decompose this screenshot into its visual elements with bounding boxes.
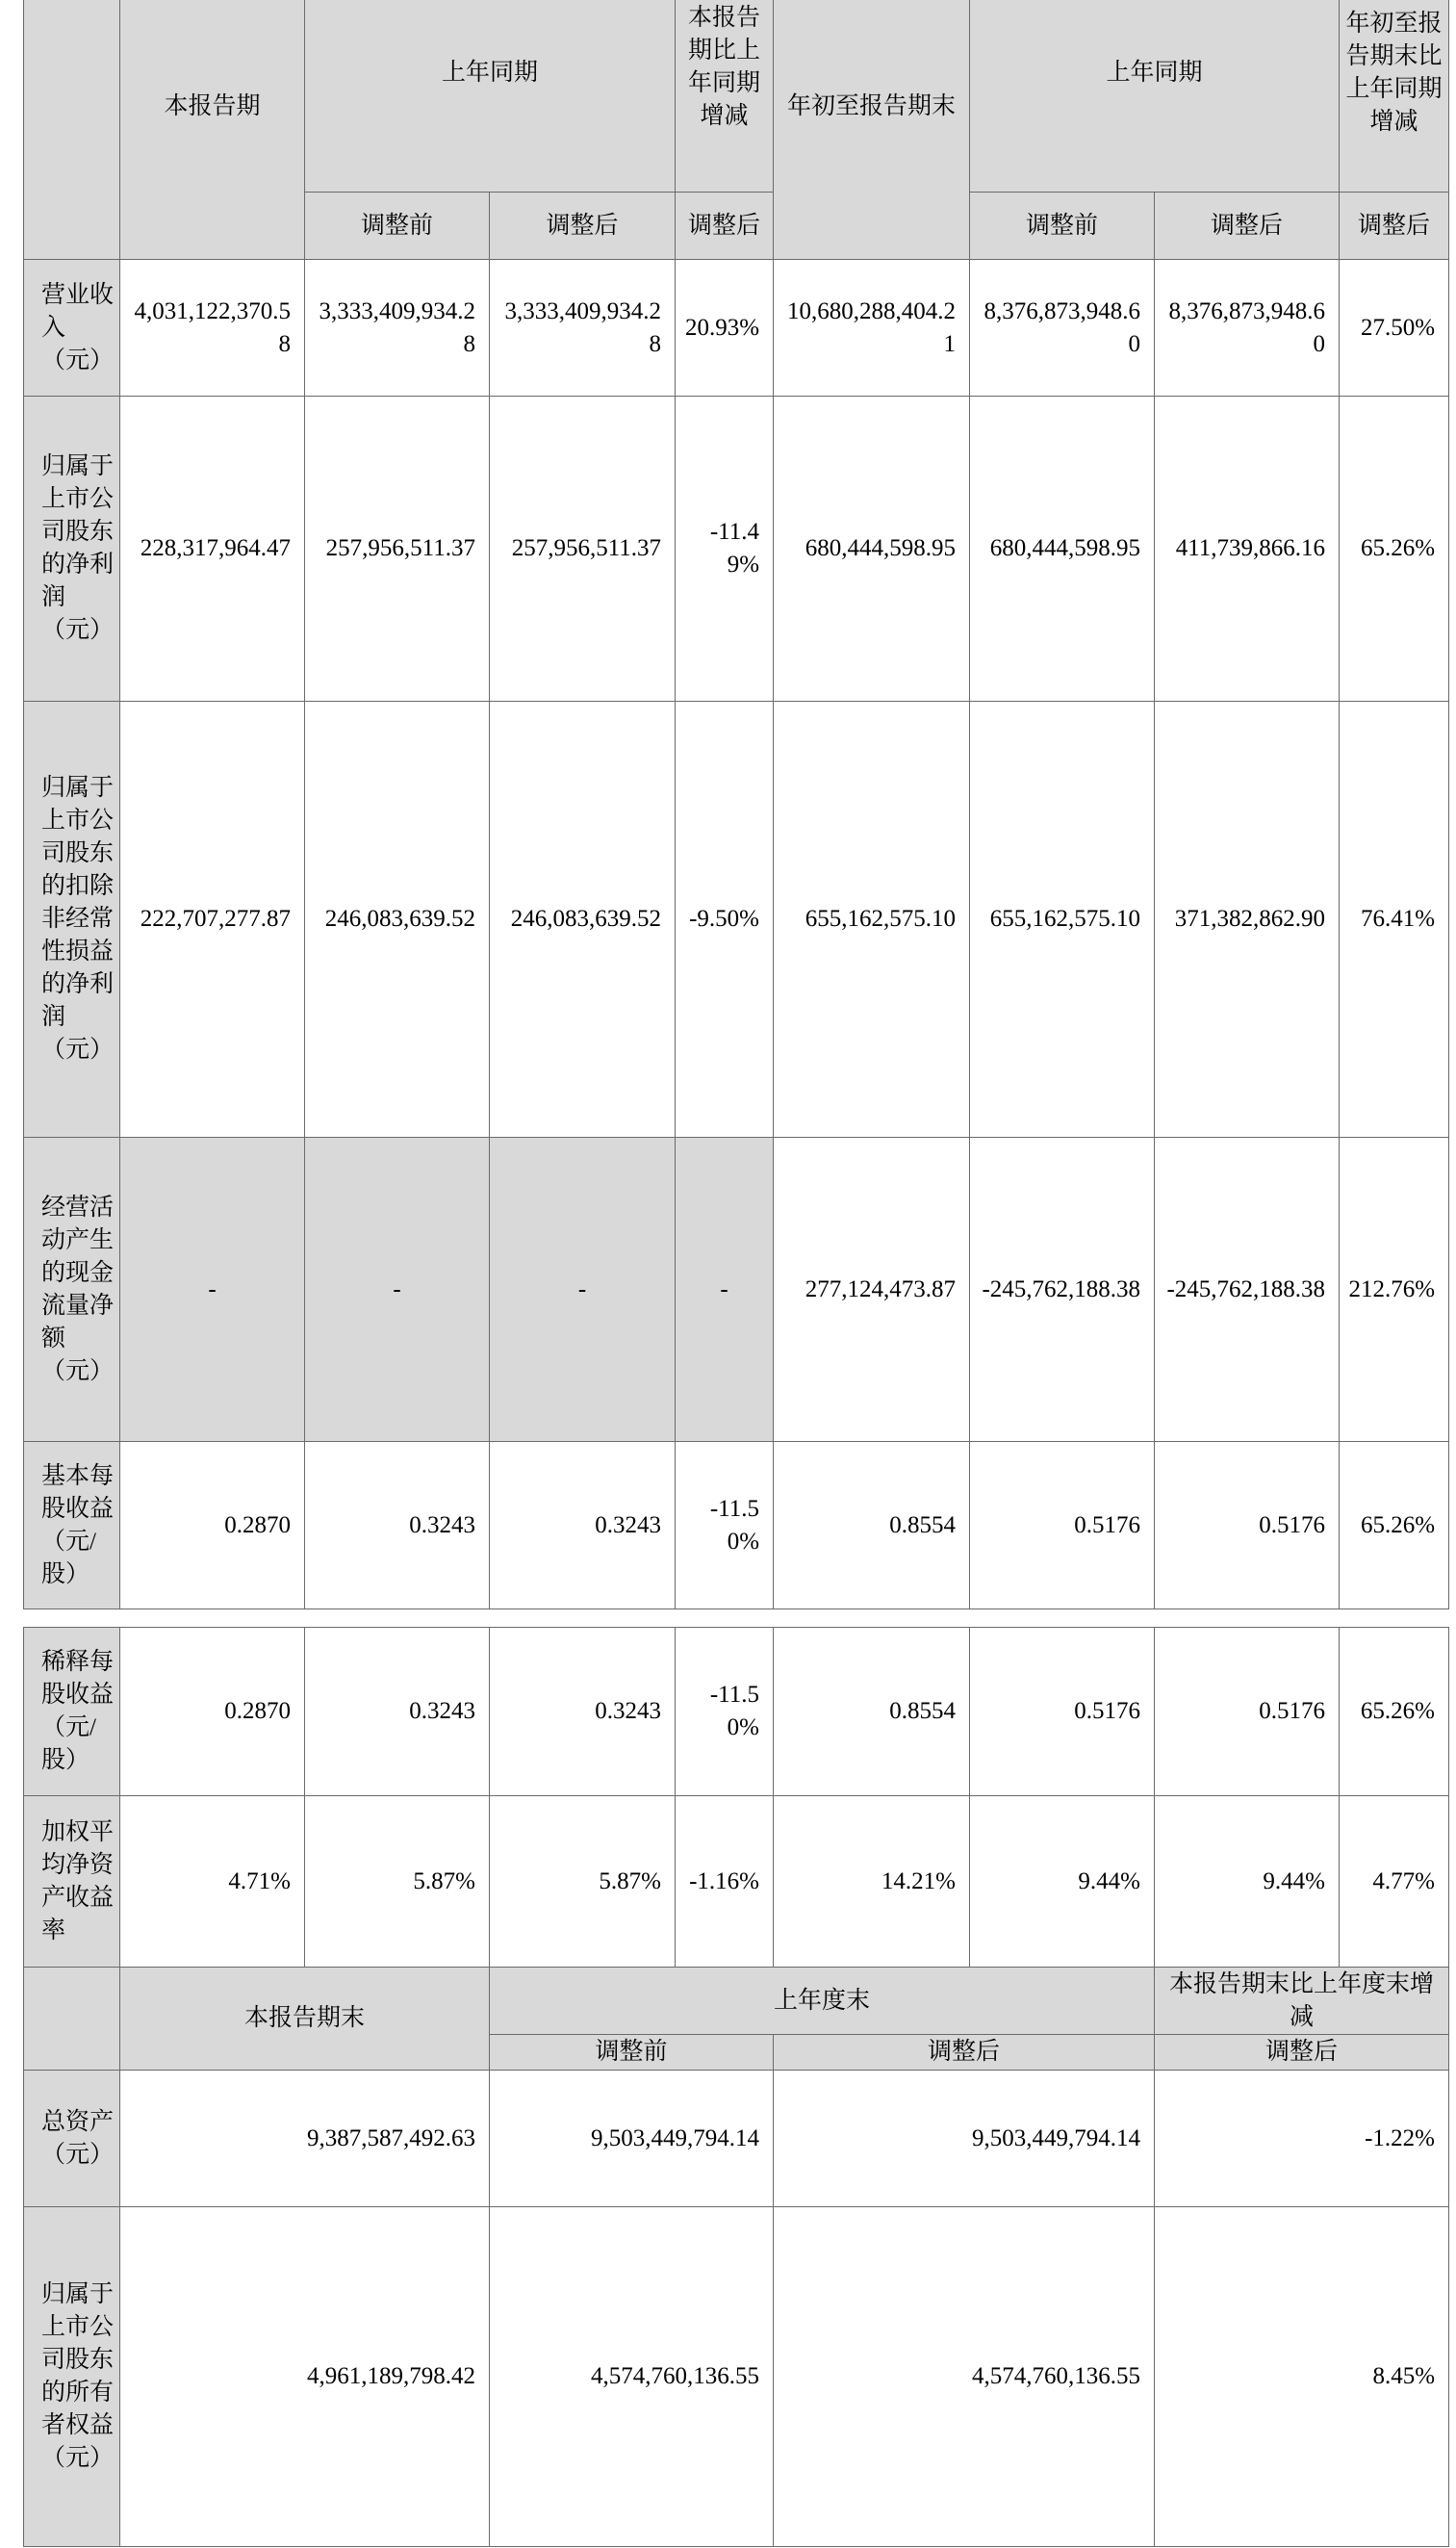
value-ytd-prev-before: 0.5176 [970, 1628, 1155, 1796]
value-before: 9,503,449,794.14 [490, 2071, 774, 2207]
value-change: -9.50% [676, 702, 774, 1138]
value-change: -1.16% [676, 1796, 774, 1968]
value-current: 4,961,189,798.42 [120, 2207, 490, 2547]
header-change: 本报告期末比上年度末增减 [1155, 1968, 1449, 2035]
header-end-of-last-year: 上年度末 [490, 1968, 1155, 2035]
table-row [24, 260, 1449, 397]
value-change: -1.22% [1155, 2071, 1449, 2207]
value-ytd: 0.8554 [774, 1442, 970, 1609]
value-ytd: 655,162,575.10 [774, 702, 970, 1138]
value-ytd-change: 27.50% [1340, 260, 1449, 397]
row-label: 归属于上市公司股东的所有者权益（元） [24, 2207, 120, 2547]
header-after-adjustment-ytd-chg: 调整后 [1340, 193, 1449, 260]
row-label: 基本每股收益（元/股） [24, 1442, 120, 1609]
table-row [24, 2207, 1449, 2547]
financial-table-continued [23, 1627, 1449, 1968]
value-after: 4,574,760,136.55 [774, 2207, 1155, 2547]
value-ytd-prev-before: 8,376,873,948.60 [970, 260, 1155, 397]
value-ytd-prev-before: -245,762,188.38 [970, 1138, 1155, 1442]
value-ytd-prev-after: 9.44% [1155, 1796, 1340, 1968]
value-ytd-change: 65.26% [1340, 397, 1449, 702]
value-prev-after: 0.3243 [490, 1628, 676, 1796]
table-row [24, 1138, 1449, 1442]
value-prev-before: 3,333,409,934.28 [305, 260, 490, 397]
value-before: 4,574,760,136.55 [490, 2207, 774, 2547]
value-prev-after: 5.87% [490, 1796, 676, 1968]
value-ytd-prev-before: 680,444,598.95 [970, 397, 1155, 702]
value-ytd-prev-after: 411,739,866.16 [1155, 397, 1340, 702]
value-ytd: 10,680,288,404.21 [774, 260, 970, 397]
value-change: -11.50% [676, 1628, 774, 1796]
header-same-period-last-year: 上年同期 [305, 0, 676, 193]
row-label: 总资产（元） [24, 2071, 120, 2207]
header-after-adjustment-ytd: 调整后 [1155, 193, 1340, 260]
header-after-adjustment: 调整后 [490, 193, 676, 260]
table-row [24, 2071, 1449, 2207]
value-current: 9,387,587,492.63 [120, 2071, 490, 2207]
value-after: 9,503,449,794.14 [774, 2071, 1155, 2207]
value-current: 4,031,122,370.58 [120, 260, 305, 397]
row-label: 稀释每股收益（元/股） [24, 1628, 120, 1796]
row-label: 归属于上市公司股东的净利润（元） [24, 397, 120, 702]
value-ytd-prev-before: 9.44% [970, 1796, 1155, 1968]
header-change-vs-last-year: 本报告期比上年同期增减 [676, 0, 774, 193]
value-ytd-prev-after: 0.5176 [1155, 1628, 1340, 1796]
header-after-adjustment-chg: 调整后 [676, 193, 774, 260]
value-prev-before: 257,956,511.37 [305, 397, 490, 702]
value-prev-after: 3,333,409,934.28 [490, 260, 676, 397]
value-ytd-change: 65.26% [1340, 1442, 1449, 1609]
value-prev-after: 0.3243 [490, 1442, 676, 1609]
value-ytd-prev-before: 0.5176 [970, 1442, 1155, 1609]
row-label: 归属于上市公司股东的扣除非经常性损益的净利润（元） [24, 702, 120, 1138]
header-before-adjustment: 调整前 [305, 193, 490, 260]
header-before-adjustment-ytd: 调整前 [970, 193, 1155, 260]
value-prev-after: 257,956,511.37 [490, 397, 676, 702]
header-end-of-period: 本报告期末 [120, 1968, 490, 2071]
value-ytd: 0.8554 [774, 1628, 970, 1796]
value-prev-before: 5.87% [305, 1796, 490, 1968]
corner-cell [24, 1968, 120, 2071]
value-prev-after: - [490, 1138, 676, 1442]
value-prev-before: 0.3243 [305, 1442, 490, 1609]
value-ytd-prev-after: -245,762,188.38 [1155, 1138, 1340, 1442]
row-label: 经营活动产生的现金流量净额（元） [24, 1138, 120, 1442]
value-ytd-change: 65.26% [1340, 1628, 1449, 1796]
value-ytd-change: 76.41% [1340, 702, 1449, 1138]
header-ytd: 年初至报告期末 [774, 0, 970, 260]
value-ytd-prev-after: 371,382,862.90 [1155, 702, 1340, 1138]
row-label: 加权平均净资产收益率 [24, 1796, 120, 1968]
value-ytd-prev-after: 8,376,873,948.60 [1155, 260, 1340, 397]
value-current: 228,317,964.47 [120, 397, 305, 702]
header-after-adjustment-chg: 调整后 [1155, 2035, 1449, 2071]
table-row [24, 702, 1449, 1138]
value-current: - [120, 1138, 305, 1442]
balance-table [23, 1967, 1449, 2547]
table-row [24, 1442, 1449, 1609]
value-ytd-change: 212.76% [1340, 1138, 1449, 1442]
header-ytd-change: 年初至报告期末比上年同期增减 [1340, 0, 1449, 193]
header-current-period: 本报告期 [120, 0, 305, 260]
table-row [24, 397, 1449, 702]
value-ytd: 14.21% [774, 1796, 970, 1968]
value-prev-before: 246,083,639.52 [305, 702, 490, 1138]
value-change: 8.45% [1155, 2207, 1449, 2547]
header-before-adjustment: 调整前 [490, 2035, 774, 2071]
value-change: - [676, 1138, 774, 1442]
financial-table-main [23, 0, 1449, 1609]
value-change: -11.49% [676, 397, 774, 702]
row-label: 营业收入（元） [24, 260, 120, 397]
value-change: 20.93% [676, 260, 774, 397]
value-ytd-prev-before: 655,162,575.10 [970, 702, 1155, 1138]
value-prev-before: 0.3243 [305, 1628, 490, 1796]
value-current: 0.2870 [120, 1442, 305, 1609]
value-current: 0.2870 [120, 1628, 305, 1796]
value-ytd: 277,124,473.87 [774, 1138, 970, 1442]
value-prev-before: - [305, 1138, 490, 1442]
value-ytd-change: 4.77% [1340, 1796, 1449, 1968]
value-current: 4.71% [120, 1796, 305, 1968]
value-ytd-prev-after: 0.5176 [1155, 1442, 1340, 1609]
table-row [24, 1628, 1449, 1796]
value-change: -11.50% [676, 1442, 774, 1609]
header-same-period-last-year-2: 上年同期 [970, 0, 1340, 193]
value-current: 222,707,277.87 [120, 702, 305, 1138]
header-after-adjustment: 调整后 [774, 2035, 1155, 2071]
corner-cell [24, 0, 120, 260]
value-prev-after: 246,083,639.52 [490, 702, 676, 1138]
table-row [24, 1796, 1449, 1968]
value-ytd: 680,444,598.95 [774, 397, 970, 702]
